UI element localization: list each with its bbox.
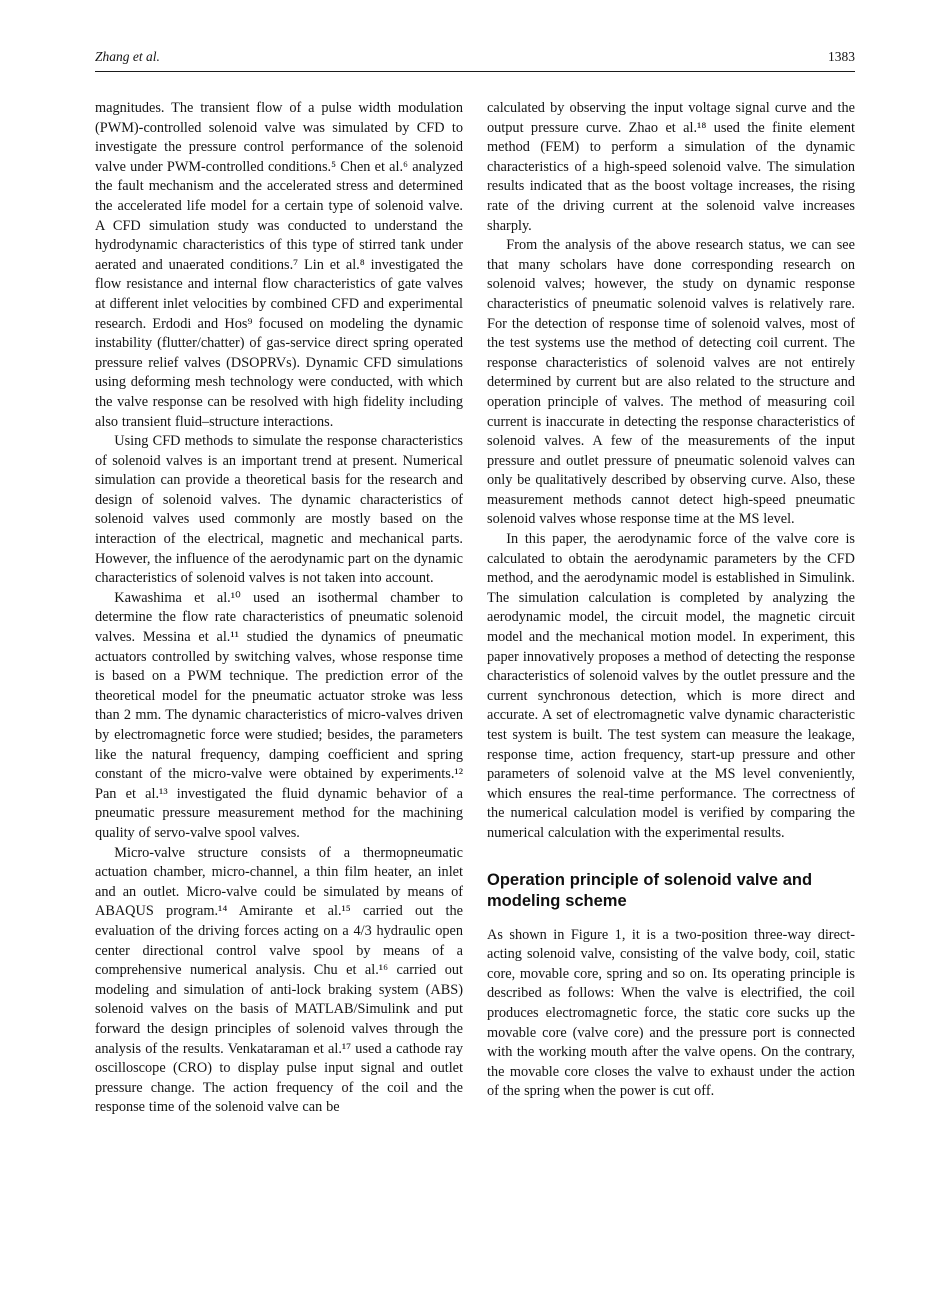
right-column (487, 99, 855, 1118)
section-heading: Operation principle of solenoid valve and modeling scheme (487, 870, 813, 911)
paragraph: From the analysis of the above research status, we can see that many scholars have done corresponding research on solenoid valves; however, the study on dynamic response characteristics of pneumatic solenoid valves is relatively rare. For the detection of response time of solenoid valves, most of the test systems use the method of detecting coil current. The response characteristics of solenoid valves are not entirely determined by current but are also related to the structure and operation principle of valves. The method of measuring coil current is inaccurate in detecting the response characteristics of solenoid valves. A few of the measurements of the input pressure and outlet pressure of pneumatic solenoid valves can only be qualitatively described by observing curve. Also, these measurement methods cannot detect high-speed pneumatic solenoid valves whose response time at the MS level. (487, 237, 855, 528)
paragraph: As shown in Figure 1, it is a two-position three-way direct-acting solenoid valve, consisting of the valve body, coil, static core, movable core, spring and so on. Its operating principle is described as follows: When the valve is electrified, the coil produces electromagnetic force, the static core sucks up the movable core (valve core) and the pressure port is connected with the working mouth after the valve opens. On the contrary, the movable core closes the valve to exhaust under the action of the spring when the power is cut off. (487, 926, 855, 1100)
page-number: 1383 (828, 49, 855, 64)
paragraph: magnitudes. The transient flow of a pulse width modulation (PWM)-controlled solenoid valve was simulated by CFD to investigate the pressure control performance of the solenoid valve under PWM-controlled conditions.⁵ Chen et al.⁶ analyzed the fault mechanism and the accelerated stress and determined the accelerated life model for a certain type of solenoid valve. A CFD simulation study was conducted to understand the hydrodynamic characteristics of this type of stirred tank under aerated and unaerated conditions.⁷ Lin et al.⁸ investigated the flow resistance and internal flow characteristics of gate valves at different inlet velocities by combined CFD and experimental research. Erdodi and Hos⁹ focused on modeling the dynamic instability (flutter/chatter) of gas-service direct spring operated pressure relief valves (DSOPRVs). Dynamic CFD simulations using deforming mesh technology were conducted, with which the valve response can be resolved with high fidelity including also transient fluid–structure interactions. (95, 100, 463, 430)
two-column-body (95, 99, 855, 1118)
paragraph: calculated by observing the input voltage signal curve and the output pressure curve. Zhao et al.¹⁸ used the finite element method (FEM) to perform a simulation of the dynamic characteristics of a high-speed solenoid valve. The simulation results indicated that as the boost voltage increases, the rising rate of the driving current at the solenoid valve increases sharply. (487, 100, 855, 234)
paragraph: Using CFD methods to simulate the response characteristics of solenoid valves is an important trend at present. Numerical simulation can provide a theoretical basis for the research and design of solenoid valves. The dynamic characteristics of solenoid valves used commonly are mostly based on the interaction of the electrical, magnetic and mechanical parts. However, the influence of the aerodynamic part on the dynamic characteristics of solenoid valves is not taken into account. (95, 433, 463, 587)
paragraph: Kawashima et al.¹⁰ used an isothermal chamber to determine the flow rate characteristics of pneumatic solenoid valves. Messina et al.¹¹ studied the dynamics of pneumatic actuators controlled by switching valves, whose response time is based on a PWM technique. The prediction error of the theoretical model for the pneumatic actuator stroke was less than 2 mm. The dynamic characteristics of micro-valves driven by electromagnetic force were studied; besides, the parameters like the natural frequency, damping coefficient and spring constant of the micro-valve were obtained by experiments.¹² Pan et al.¹³ investigated the fluid dynamic behavior of a pneumatic pressure measurement method for the machining quality of servo-valve spool valves. (95, 589, 463, 841)
running-head: Zhang et al. (95, 49, 160, 64)
paragraph: In this paper, the aerodynamic force of the valve core is calculated to obtain the aerodynamic parameters by the CFD method, and the aerodynamic model is established in Simulink. The simulation calculation is completed by analyzing the aerodynamic model, the circuit model, the magnetic circuit model and the mechanical motion model. In experiment, this paper innovatively proposes a method of detecting the response characteristics of solenoid valves by the outlet pressure and the current synchronous detection, which is more direct and accurate. A set of electromagnetic valve dynamic characteristic test system is built. The test system can measure the leakage, response time, action frequency, start-up pressure and other parameters of solenoid valve at the MS level conveniently, which ensures the real-time performance. The correctness of the numerical calculation model is verified by comparing the numerical calculation with the experimental results. (487, 531, 855, 841)
running-header (95, 48, 855, 72)
paragraph: Micro-valve structure consists of a thermopneumatic actuation chamber, micro-channel, a thin film heater, an inlet and an outlet. Micro-valve could be simulated by means of ABAQUS program.¹⁴ Amirante et al.¹⁵ carried out the evaluation of the driving forces acting on a 4/3 hydraulic open center directional control valve spool by means of a comprehensive numerical analysis. Chu et al.¹⁶ carried out modeling and simulation of anti-lock braking system (ABS) solenoid valves on the basis of MATLAB/Simulink and put forward the design principles of solenoid valves through the analysis of the results. Venkataraman et al.¹⁷ used a cathode ray oscilloscope (CRO) to display pulse input signal and outlet pressure change. The action frequency of the coil and the response time of the solenoid valve can be (95, 844, 463, 1116)
left-column (95, 99, 463, 1118)
